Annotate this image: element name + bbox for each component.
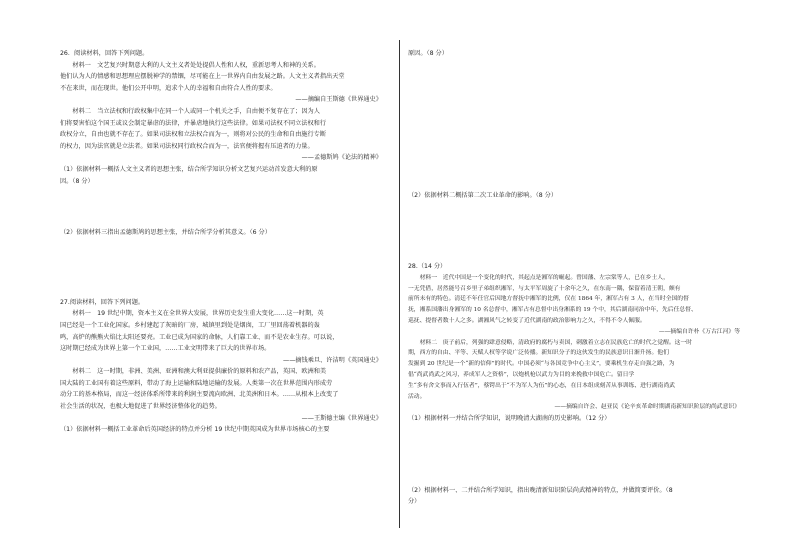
q28-materials: [408, 273, 748, 413]
q27-title: 27.阅读材料，回答下列问题。: [60, 298, 145, 306]
q27-question-2: （2）依据材料二概括第二次工业革命的影响。（8 分）: [408, 191, 558, 199]
q27-material-1-source: ——摘钱乘旦、许洁明《英国通史》: [283, 356, 382, 364]
q26-material-1-line: 他们认为人的情感和思想理应摆脱神学的禁锢，尽可能在上一世界内自由发展之路。人文主义者指出天堂: [60, 73, 345, 81]
q28-material-2-line: 发掘到 20 世纪是一个“新的信仰”的时代。中国必须“与各国竞争中心主义”，要乘机生存走自强之路，为: [408, 361, 675, 368]
answer-space: [60, 239, 390, 297]
q27-material-2-line: 动分工的基本格局，而这一经济体系所带来的利润主要流向欧洲、北美洲和日本。……从根本上改变了: [60, 391, 339, 399]
q26-question-1-cont: 因。（8 分）: [60, 177, 94, 185]
q28-material-2-source: ——摘编自许会、赵亚民《论辛亥革命时期湖南新知识阶层的尚武意识》: [554, 404, 740, 411]
q26-material-2-line: 的权力，因为法官就是立法者。如果司法权同行政权合而为一，法官便将握有压迫者的力量。: [60, 142, 314, 150]
q27-material-1-line: 国已经是一个工业化国家。乡村建起了灰暗的厂房，城镇里到处是烟囱，工厂里回荡着机器的轰: [60, 321, 320, 329]
q26-question-1: （1）依据材料一概括人文主义者的思想主张，结合所学知识分析文艺复兴运动首发意大利的原: [60, 165, 318, 173]
column-divider: [399, 40, 400, 528]
q27-question-1-cont: 原因。（8 分）: [408, 50, 448, 57]
q28-material-2-line: 期，西方的自由、平等、天赋人权等学说广泛传播。新知识分子的这伙发生的民族意识日渐升扬。他们: [408, 350, 669, 357]
q26-title: 26．阅读材料，回答下列问题。: [60, 50, 149, 57]
q26-material-2-line: 材料二 当立法权和行政权集中在同一个人或同一个机关之手，自由便不复存在了；因为人: [72, 107, 320, 115]
q26-material-1-line: 不在来世，而在现世。他们公开申明，追求个人的幸福和自由符合人性的要求。: [60, 84, 277, 92]
q28-material-2-line: 倡“尚武尚武之风习，养成军人之资格”，以炮机枪以武力为目的来挽救中国危亡。留日学: [408, 371, 635, 378]
q27-material-2-source: ——王斯德主编《世界通史》: [301, 414, 382, 422]
q28-material-2-line: 生“多有舍文事而入行伍者”，蔡锷出于“不为军人为伍”的心态，在日本组成刻苦从事训练、进行湖南尚武: [408, 382, 675, 389]
right-column: [408, 48, 748, 508]
q26-material-2-line: 们将要害怕这个国王或议会制定暴虐的法律，并暴虐地执行这些法律。如果司法权不同立法权和行: [60, 119, 327, 127]
q26-question-2: （2）依据材料三指出孟德斯鸠的思想主张，并结合所学分析其意义。（6 分）: [60, 229, 271, 237]
q27-material-2-line: 社会生活的状况，也极大地促进了世界经济整体化的趋势。: [60, 403, 221, 411]
answer-space: [408, 201, 748, 261]
q27-material-1-line: 材料一 19 世纪中期，资本主义在全世界大发展，世界历史发生重大变化……这一时期，英: [72, 310, 324, 318]
q28-title: 28.（14 分）: [408, 263, 447, 271]
q28-material-1-line: 抚，湘系国藩出身湘军的 10 名总督中，湘军占有总督中出身湘系的 19 个中，其后湖南同治中年，先后任总督、: [408, 307, 697, 314]
q27-material-2-line: 国大陆的工业国有着这些原料，带动了海上运输和陆地运输的发展。人类第一次在世界范围内形成劳: [60, 379, 333, 387]
q28-material-1-line: 材料一 近代中国是一个变化的时代，其起点是湘军的崛起。曾国藩、左宗棠等人，已在乡士人，: [419, 274, 669, 281]
q28-material-1-line: 一无凭借，居然能号召乡里子弟组织湘军，与太平军周旋了十余年之久，在东南一隅，保留着清王朝，颇有: [408, 285, 681, 292]
q26-material-2-source: ——孟德斯鸠《论法的精神》: [301, 154, 382, 162]
q27-material-1-line: 鸣，高炉的熊熊火焰比太阳还要亮。工业已成为国家的命脉，人们靠工业、而不是农业生存。可以说，: [60, 333, 339, 341]
q28-question-2-cont: 分）: [408, 498, 421, 506]
q27-question-1: （1）依据材料一概括工业革命后英国经济的特点并分析 19 世纪中期英国成为世界市场核心的主要: [60, 426, 330, 434]
q28-material-2-line: 材料二 庚子前后，列强的肆意侵略，清政府的腐朽与卖国，刺激着立志在民族危亡的时代之觉醒。这一时: [419, 339, 693, 346]
q28-question-2: （2）根据材料一、二并结合所学知识，指出晚清新知识阶层尚武精神的特点，并做简要评价。（8: [408, 486, 673, 494]
q28-material-1-source: ——摘编自许朴《万古江河》等: [658, 328, 740, 335]
answer-space: [408, 425, 748, 485]
q26-material-1-line: 材料一 文艺复兴时期意大利的人文主义者处处提倡人性和人权，重新思考人和神的关系。: [72, 61, 320, 69]
q28-material-1-line: 前所未有的特色。清廷不年任官后因地方督抚中湘军的比例，仅在 1864 年，湘军占有 3 人，在当时全国的督: [408, 296, 689, 303]
q26-material-2-line: 政权分立，自由也就不存在了。如果司法权和立法权合而为一，则将对公民的生命和自由施行专断: [60, 131, 327, 139]
answer-space: [408, 60, 748, 190]
q28-material-1-line: 巡抚、提督者数十人之多。湖湘风气之转变了近代湖南的政治影响力之久，不得不令人佩服。: [408, 317, 646, 324]
q27-material-1-line: 这时期已经成为世界上第一个工业国，……工业文明带来了巨大的世界市场。: [60, 345, 271, 353]
q26-material-1-source: ——摘编自王斯德《世界通史》: [295, 96, 382, 104]
left-column: [60, 48, 390, 436]
q28-material-2-line: 活动。: [408, 393, 426, 400]
answer-space: [60, 187, 390, 227]
q28-question-1: （1）根据材料一并结合所学知识，说明晚清大湖南的历史影响。（12 分）: [408, 415, 611, 423]
q27-material-2-line: 材料二 这一时期，非洲、美洲、亚洲和澳大利亚提供廉价的原料和农产品，英国、欧洲和美: [72, 368, 327, 376]
